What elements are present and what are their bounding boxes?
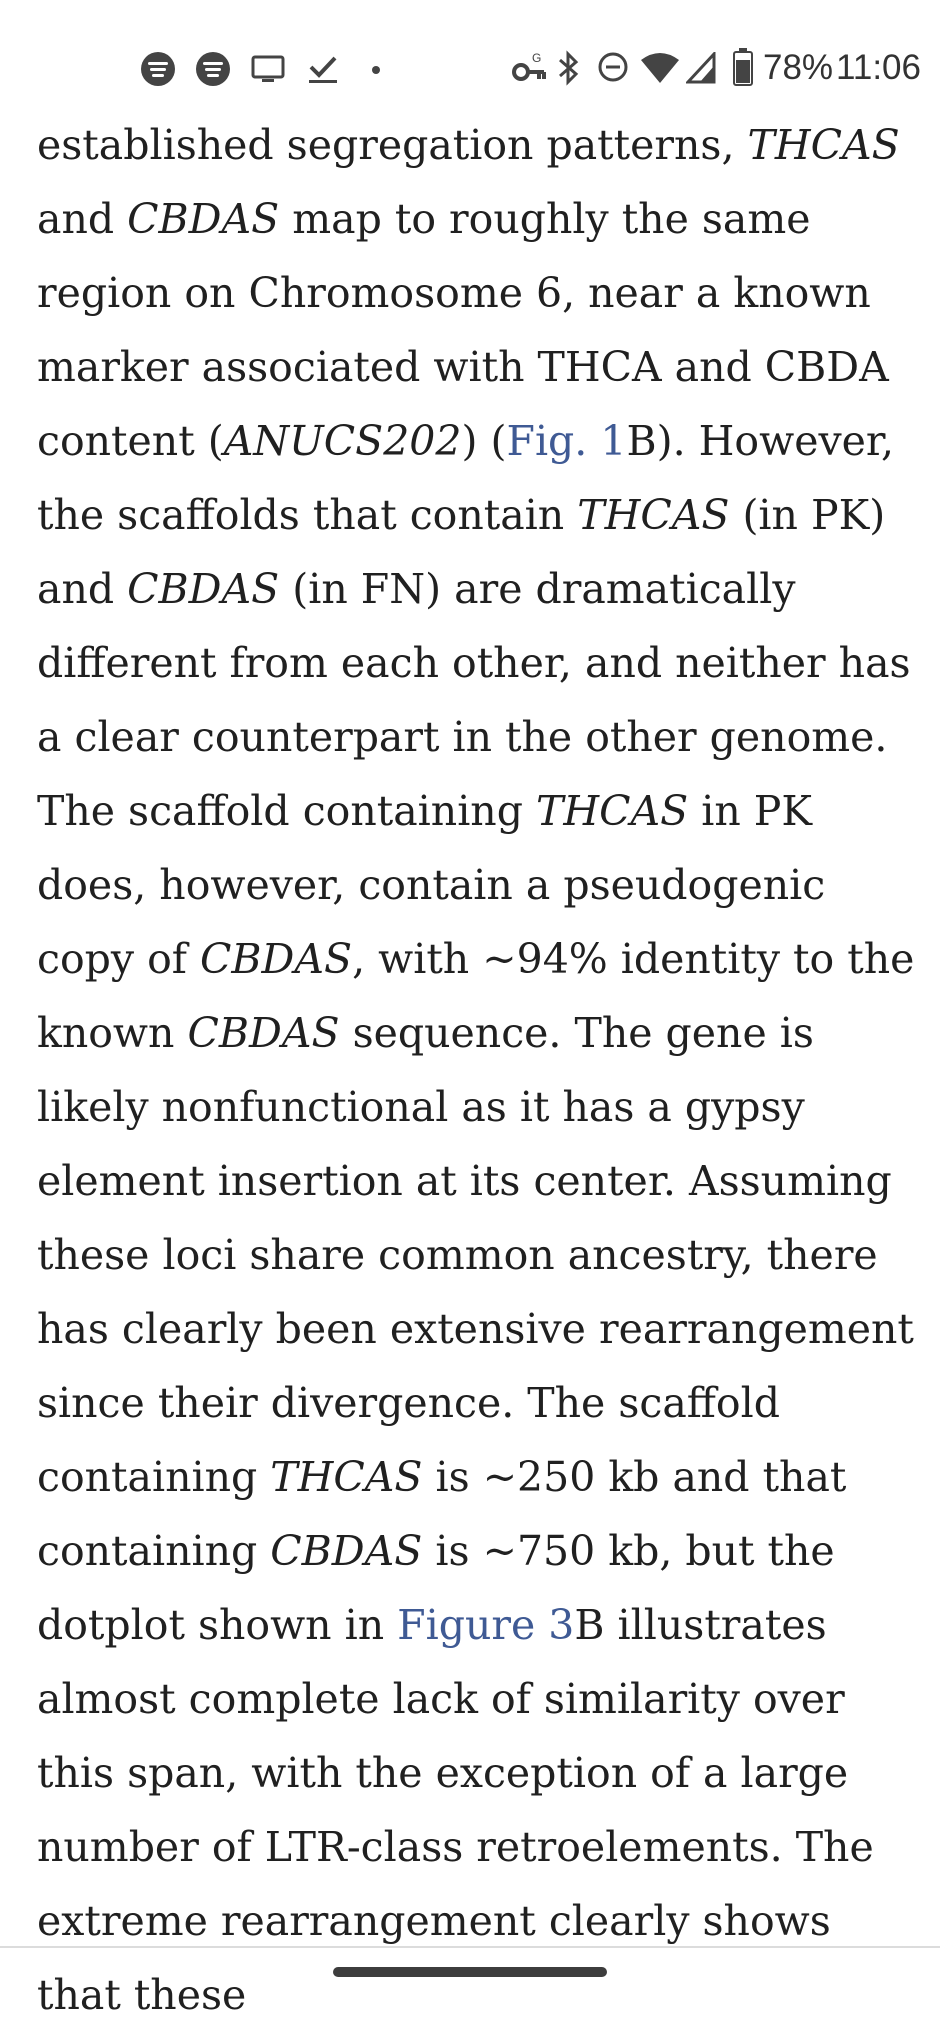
body-text: B). However, the scaffolds that contain: [37, 417, 895, 539]
body-text: sequence. The gene is likely nonfunctional as it has a gypsy element insertion at its center. Assuming these loci share common ancestry, there has clearly been extensive rearrangement since their divergence. The scaffold containing: [37, 1009, 914, 1501]
article-body: [37, 108, 917, 2032]
battery-percent: 78%: [763, 48, 834, 87]
figure-link[interactable]: Fig. 1: [506, 417, 627, 465]
article-paragraph: [37, 108, 917, 2032]
figure-link[interactable]: Figure 3: [397, 1601, 575, 1649]
wifi-icon: [641, 52, 679, 84]
body-text: map to roughly the same region on Chromosome 6, near a known marker associated with THCA and CBDA content (: [37, 195, 889, 465]
gene-name: ANUCS202: [223, 417, 462, 465]
body-text: , with ~94% identity to the known: [37, 935, 915, 1057]
svg-text:G: G: [532, 51, 542, 65]
battery-icon: [733, 48, 753, 86]
gene-name: CBDAS: [127, 195, 280, 243]
body-text: established segregation patterns,: [37, 121, 748, 169]
cell-signal-icon: [686, 52, 716, 84]
gene-name: THCAS: [270, 1453, 423, 1501]
gene-name: CBDAS: [127, 565, 280, 613]
bluetooth-icon: [556, 50, 582, 86]
body-text: is ~250 kb and that containing: [37, 1453, 847, 1575]
nav-divider: [0, 1946, 940, 1948]
spotify-icon: [196, 52, 230, 86]
dot-icon: [372, 66, 380, 74]
body-text: ) (: [461, 417, 507, 465]
gene-name: CBDAS: [199, 935, 353, 983]
body-text: (in FN) are dramatically different from each other, and neither has a clear counterpart in the other genome. The scaffold containing: [37, 565, 911, 835]
body-text: in PK does, however, contain a pseudogenic copy of: [37, 787, 826, 983]
clock: 11:06: [836, 48, 921, 87]
cast-icon: [251, 52, 285, 86]
body-text: (in PK) and: [37, 491, 886, 613]
body-text: and: [37, 195, 128, 243]
gene-name: CBDAS: [270, 1527, 423, 1575]
vpn-key-icon: [512, 50, 548, 86]
gene-name: THCAS: [747, 121, 900, 169]
home-gesture-handle[interactable]: [333, 1967, 607, 1977]
gene-name: THCAS: [536, 787, 689, 835]
do-not-disturb-icon: [597, 51, 629, 83]
spotify-icon: [141, 52, 175, 86]
gene-name: CBDAS: [187, 1009, 340, 1057]
gene-name: THCAS: [577, 491, 730, 539]
body-text: is ~750 kb, but the dotplot shown in: [37, 1527, 835, 1649]
task-done-icon: [306, 52, 340, 86]
body-text: B illustrates almost complete lack of similarity over this span, with the exception of a large number of LTR-class retroelements. The extreme rearrangement clearly shows that these: [37, 1601, 874, 2019]
